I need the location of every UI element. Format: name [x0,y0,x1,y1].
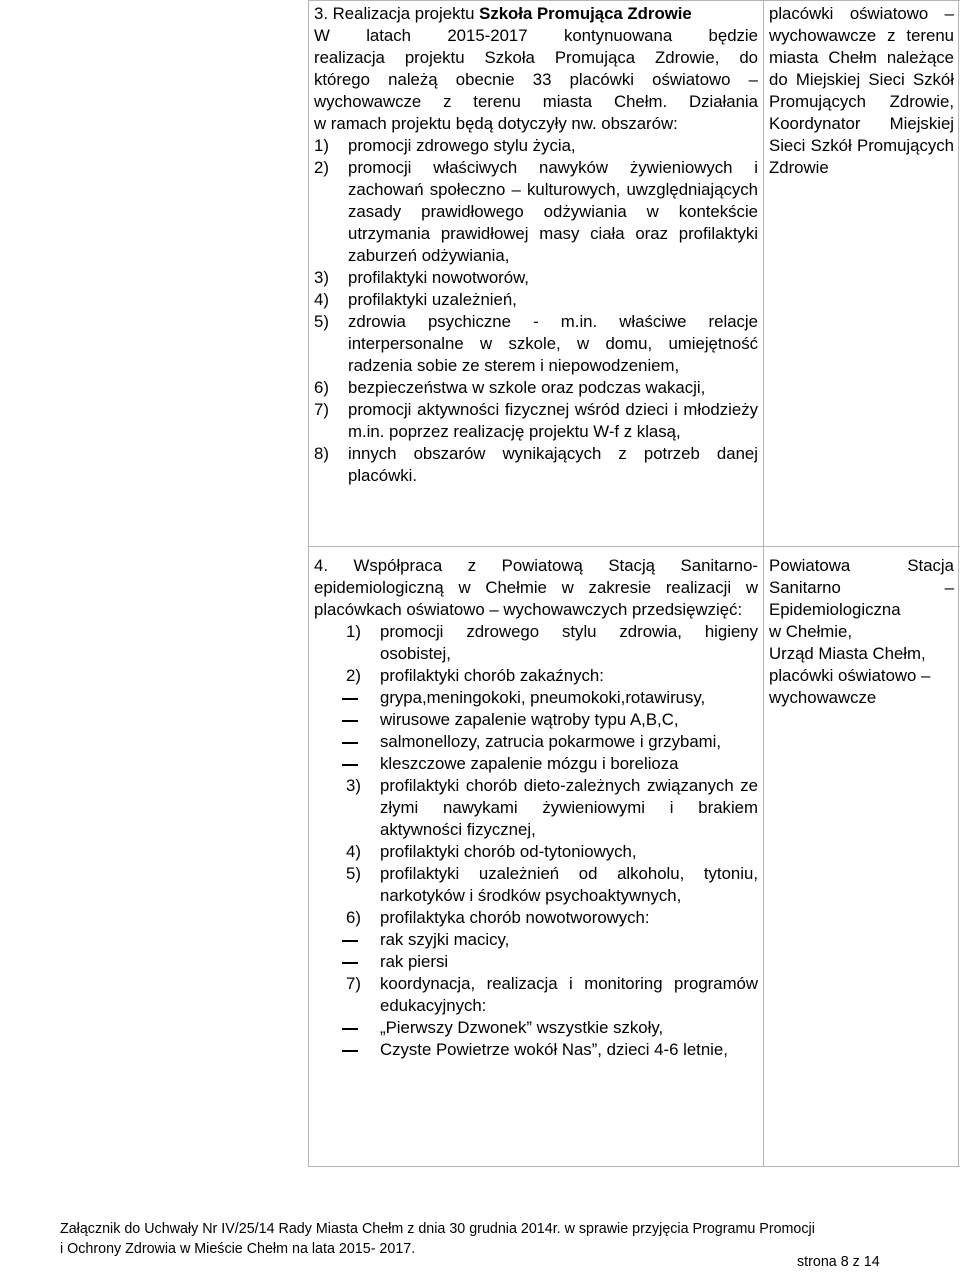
list-item [314,157,758,267]
dash-bullet-icon [314,929,380,951]
list-item [346,973,758,1017]
list-number: 5) [314,312,329,331]
dash-bullet-icon [314,1017,380,1039]
row4-list [314,973,758,1017]
row4-responsible-line: Sanitarno – [769,578,954,597]
list-item [346,907,758,929]
list-item [314,135,758,157]
dash-item [314,929,758,951]
list-text: profilaktyki chorób od-tytoniowych, [380,842,637,861]
list-item [346,621,758,665]
list-text: profilaktyki chorób zakaźnych: [380,666,604,685]
list-number: 8) [314,444,329,463]
list-text: promocji aktywności fizycznej wśród dzieci i młodzieży m.in. poprzez realizację projektu W-f z klasą, [348,400,758,441]
list-number: 6) [314,378,329,397]
page-number: strona 8 z 14 [797,1254,880,1270]
list-number: 3) [314,268,329,287]
row4-responsible-line: placówki oświatowo – [769,666,931,685]
list-item [314,443,758,487]
dash-bullet-icon [314,1039,380,1061]
dash-text: salmonellozy, zatrucia pokarmowe i grzybami, [380,732,722,751]
list-text: promocji zdrowego stylu zdrowia, higieny osobistej, [380,622,758,663]
list-number: 1) [346,622,361,641]
list-text: promocji właściwych nawyków żywieniowych i zachowań społeczno – kulturowych, uwzględniających zasady prawidłowego odżywiania w kontekście utrzymania prawidłowej masy ciała oraz profilaktyki zaburzeń odżywiania, [348,158,758,265]
row3-responsible-cell [769,3,954,179]
dash-bullet-icon [314,731,380,753]
list-item [314,399,758,443]
list-item [346,665,758,687]
list-number: 4) [314,290,329,309]
list-text: bezpieczeństwa w szkole oraz podczas wakacji, [348,378,706,397]
list-text: innych obszarów wynikających z potrzeb danej placówki. [348,444,758,485]
list-item [314,377,758,399]
col-right-border [958,0,959,1167]
row3-heading-text: Realizacja projektu [332,4,475,23]
table-top-border [308,0,960,1]
list-text: profilaktyki uzależnień od alkoholu, tytoniu, narkotyków i środków psychoaktywnych, [380,864,758,905]
dash-text: wirusowe zapalenie wątroby typu A,B,C, [380,710,679,729]
dash-bullet-icon [314,951,380,973]
dash-item [314,687,758,709]
list-item [346,841,758,863]
row3-task-cell [314,3,758,487]
dash-text: grypa,meningokoki, pneumokoki,rotawirusy, [380,688,706,707]
dash-text: rak szyjki macicy, [380,930,510,949]
list-text: profilaktyki uzależnień, [348,290,517,309]
footer-line: Załącznik do Uchwały Nr IV/25/14 Rady Miasta Chełm z dnia 30 grudnia 2014r. w sprawie przyjęcia Programu Promocji [60,1221,815,1237]
dash-text: rak piersi [380,952,449,971]
table-bottom-border [308,1166,960,1167]
dash-bullet-icon [314,709,380,731]
list-number: 6) [346,908,361,927]
row3-responsible-text: placówki oświatowo – wychowawcze z terenu miasta Chełm należące do Miejskiej Sieci Szkół Promujących Zdrowie, Koordynator Miejskiej Sieci Szkół Promujących Zdrowie [769,4,954,177]
list-text: profilaktyki chorób dieto-zależnych związanych ze złymi nawykami żywieniowymi i brakiem aktywności fizycznej, [380,776,758,839]
page-footer [60,1219,815,1259]
dash-item [314,1017,758,1039]
row-divider [308,546,960,547]
list-number: 5) [346,864,361,883]
dash-item [314,731,758,753]
row3-intro-line: wychowawcze z terenu miasta Chełm. Działania [314,92,758,111]
dash-text: kleszczowe zapalenie mózgu i borelioza [380,754,679,773]
list-number: 1) [314,136,329,155]
row3-intro-line: W latach 2015-2017 kontynuowana będzie [314,26,758,45]
list-number: 3) [346,776,361,795]
row3-intro-line: którego należą obecnie 33 placówki oświatowo – [314,70,758,89]
row4-responsible-line: wychowawcze [769,688,877,707]
row4-responsible-line: Powiatowa Stacja [769,556,954,575]
dash-item [314,951,758,973]
row4-responsible-line: Urząd Miasta Chełm, [769,644,926,663]
list-text: koordynacja, realizacja i monitoring programów edukacyjnych: [380,974,758,1015]
list-text: zdrowia psychiczne - m.in. właściwe relacje interpersonalne w szkole, w domu, umiejętność radzenia sobie ze sterem i niepowodzeniem, [348,312,758,375]
dash-text: Czyste Powietrze wokół Nas”, dzieci 4-6 letnie, [380,1040,728,1059]
dash-item [314,1039,758,1061]
list-text: promocji zdrowego stylu życia, [348,136,576,155]
list-text: profilaktyka chorób nowotworowych: [380,908,650,927]
list-text: profilaktyki nowotworów, [348,268,529,287]
row4-list [314,621,758,687]
dash-text: „Pierwszy Dzwonek” wszystkie szkoły, [380,1018,664,1037]
row4-list [314,775,758,929]
row4-responsible-line: Epidemiologiczna [769,600,901,619]
row4-responsible-cell [769,555,954,709]
row3-heading-bold: Szkoła Promująca Zdrowie [479,4,692,23]
list-item [314,289,758,311]
row4-task-cell [314,555,758,1061]
list-item [346,775,758,841]
row3-heading-number: 3. [314,4,328,23]
dash-item [314,753,758,775]
list-number: 7) [346,974,361,993]
col-left-border [308,0,309,1167]
dash-item [314,709,758,731]
list-number: 2) [314,158,329,177]
row4-heading: 4. Współpraca z Powiatową Stacją Sanitarno-epidemiologiczną w Chełmie w zakresie realizacji w placówkach oświatowo – wychowawczych przedsięwzięć: [314,556,758,619]
list-number: 2) [346,666,361,685]
row3-intro-line: realizacja projektu Szkoła Promująca Zdrowie, do [314,48,758,67]
row3-heading [314,3,758,25]
dash-bullet-icon [314,753,380,775]
list-number: 4) [346,842,361,861]
dash-bullet-icon [314,687,380,709]
row4-responsible-line: w Chełmie, [769,622,852,641]
list-number: 7) [314,400,329,419]
footer-line: i Ochrony Zdrowia w Mieście Chełm na lata 2015- 2017. [60,1241,416,1257]
row3-intro-line: w ramach projektu będą dotyczyły nw. obszarów: [314,114,678,133]
list-item [314,267,758,289]
col-mid-border [763,0,764,1167]
list-item [314,311,758,377]
list-item [346,863,758,907]
